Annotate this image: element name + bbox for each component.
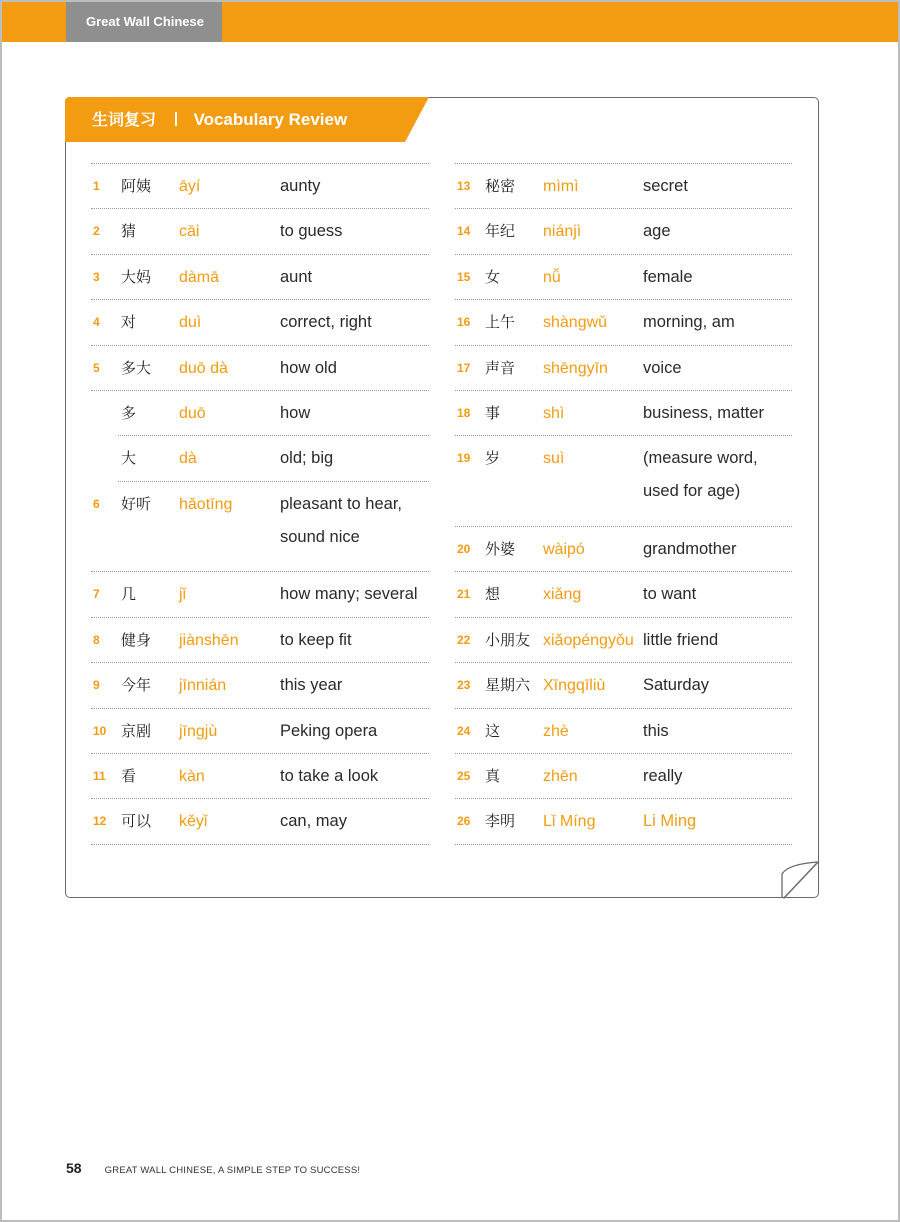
vocab-row [455,527,792,572]
vocab-english: grandmother [643,539,737,558]
vocab-english: aunt [280,267,313,286]
vocab-english: how old [280,358,337,377]
vocab-pinyin: dà [179,450,197,468]
vocab-number: 18 [457,405,471,420]
section-header-text [92,97,347,142]
vocab-hanzi: 想 [485,585,501,604]
vocab-pinyin: duō dà [179,359,228,377]
vocab-row [91,754,429,799]
vocab-hanzi: 猜 [121,222,137,241]
vocab-english: Peking opera [280,721,378,740]
vocab-pinyin: āyí [179,178,201,195]
vocab-row [455,663,792,708]
vocab-column-right [455,163,792,845]
vocab-number: 24 [457,723,471,738]
vocab-number: 22 [457,632,471,647]
vocab-hanzi: 几 [121,585,137,604]
vocab-english: Saturday [643,676,710,695]
vocab-column-left [91,163,429,845]
vocab-row [455,164,792,209]
page-footer [66,1158,360,1178]
vocab-number: 5 [93,360,100,375]
vocab-english: Li Ming [643,812,697,831]
vocab-row [91,799,429,844]
vocab-row [455,300,792,345]
vocab-hanzi: 岁 [485,449,501,468]
vocab-english: (measure word, used for age) [643,449,758,501]
header-divider [175,112,177,126]
vocab-pinyin: xiǎng [543,586,582,604]
vocab-hanzi: 大妈 [121,267,152,286]
vocab-pinyin: zhè [543,722,569,740]
vocab-pinyin: duì [179,314,202,332]
vocab-hanzi: 看 [121,766,137,785]
section-header-banner [65,97,429,142]
section-title-zh: 生词复习 [92,110,157,129]
vocab-pinyin: suì [543,450,565,468]
vocab-number: 17 [457,360,471,375]
vocab-pinyin: jīnnián [179,677,227,695]
vocab-row [455,346,792,391]
vocab-english: secret [643,177,688,195]
vocab-row [455,255,792,300]
vocab-row [91,164,429,209]
vocab-pinyin: jiànshēn [179,631,239,649]
vocab-english: how many; several [280,585,418,604]
vocab-number: 6 [93,496,100,511]
vocab-hanzi: 好听 [121,494,152,513]
vocab-hanzi: 京剧 [121,721,152,740]
vocab-row [91,572,429,617]
vocab-pinyin: niánjì [543,223,582,241]
vocab-row [455,754,792,799]
vocab-number: 7 [93,587,100,602]
vocab-pinyin: kàn [179,767,205,785]
book-title: GREAT WALL CHINESE, A SIMPLE STEP TO SUCCESS! [104,1165,361,1176]
vocab-hanzi: 这 [485,721,501,740]
vocab-hanzi: 事 [485,403,501,422]
vocab-english: voice [643,358,682,377]
vocab-row [455,391,792,436]
vocab-hanzi: 可以 [121,812,152,831]
vocab-number: 9 [93,678,100,693]
page-number: 58 [66,1160,82,1176]
vocab-english: morning, am [643,313,735,332]
vocab-number: 26 [457,814,471,829]
vocab-row [118,391,429,436]
vocab-row [118,436,429,481]
vocab-row [455,572,792,617]
vocab-number: 2 [93,224,100,239]
vocab-english: correct, right [280,313,372,332]
vocab-number: 21 [457,587,471,602]
vocab-row [91,618,429,663]
vocab-number: 13 [457,179,471,193]
vocab-pinyin: shēngyīn [543,359,608,377]
vocab-hanzi: 对 [121,313,137,332]
vocab-number: 8 [93,632,100,647]
vocab-english: how [280,403,311,422]
page-curl-corner [780,860,820,900]
vocab-english: business, matter [643,403,765,422]
vocab-pinyin: jīngjù [179,722,218,740]
vocab-number: 3 [93,269,100,284]
vocab-pinyin: xiǎopéngyǒu [543,631,634,649]
vocab-hanzi: 阿姨 [121,177,152,195]
vocab-number: 4 [93,315,100,330]
vocab-english: to guess [280,222,343,241]
vocab-pinyin: jǐ [179,586,187,604]
vocab-pinyin: nǚ [543,268,561,286]
vocab-row [91,482,429,573]
vocab-english: little friend [643,630,719,649]
vocab-number: 19 [457,451,471,466]
vocab-row [91,209,429,254]
vocab-pinyin: shì [543,404,565,422]
vocab-number: 11 [93,768,106,783]
vocab-number: 12 [93,814,107,829]
vocab-english: aunty [280,177,321,195]
vocab-english: to keep fit [280,630,352,649]
brand-tab [66,2,222,42]
vocab-hanzi: 星期六 [485,676,531,695]
vocab-pinyin: dàmā [179,268,220,286]
vocab-hanzi: 健身 [121,630,152,649]
vocab-number: 1 [93,179,100,193]
vocab-number: 20 [457,541,471,556]
vocab-hanzi: 外婆 [485,539,516,558]
vocab-number: 16 [457,315,471,330]
vocab-hanzi: 小朋友 [485,630,531,649]
vocab-pinyin: wàipó [543,540,585,558]
vocab-hanzi: 李明 [485,812,516,831]
vocab-english: female [643,267,693,286]
vocab-pinyin: kěyǐ [179,813,208,831]
vocab-pinyin: hǎotīng [179,495,233,513]
vocab-hanzi: 多大 [121,358,152,377]
vocab-pinyin: zhēn [543,767,578,785]
vocab-hanzi: 真 [485,766,501,785]
vocab-hanzi: 声音 [485,358,516,377]
vocab-hanzi: 女 [485,267,501,286]
vocab-pinyin: shàngwǔ [543,314,608,332]
vocab-number: 14 [457,224,471,239]
vocab-hanzi: 秘密 [485,177,516,195]
vocab-row [455,618,792,663]
vocab-hanzi: 多 [121,403,137,422]
vocab-row [455,436,792,527]
vocab-hanzi: 上午 [485,313,516,332]
vocab-english: this year [280,676,343,695]
vocab-english: to take a look [280,766,379,785]
vocab-number: 23 [457,678,471,693]
vocab-english: pleasant to hear, sound nice [280,494,403,546]
vocab-english: age [643,222,671,241]
vocab-row [91,255,429,300]
vocab-number: 10 [93,723,107,738]
vocab-row [91,346,429,391]
vocab-pinyin: Lǐ Míng [543,813,596,831]
vocab-hanzi: 大 [121,449,137,468]
vocab-row [455,209,792,254]
vocab-english: can, may [280,812,347,831]
vocab-number: 15 [457,269,471,284]
vocab-english: this [643,721,669,740]
vocab-row [91,709,429,754]
section-title-en: Vocabulary Review [193,110,348,129]
brand-title: Great Wall Chinese [86,14,204,29]
vocab-row [455,799,792,844]
vocab-hanzi: 今年 [121,676,152,695]
vocab-english: to want [643,585,697,604]
vocab-pinyin: duō [179,404,206,422]
vocab-row [455,709,792,754]
vocab-english: old; big [280,449,334,468]
vocab-number: 25 [457,768,471,783]
vocab-pinyin: mìmì [543,178,579,195]
vocab-hanzi: 年纪 [485,222,516,241]
vocab-english: really [643,766,683,785]
vocab-pinyin: cāi [179,223,200,241]
vocab-row [91,663,429,708]
vocab-row [91,300,429,345]
vocab-pinyin: Xīngqīliù [543,677,606,695]
